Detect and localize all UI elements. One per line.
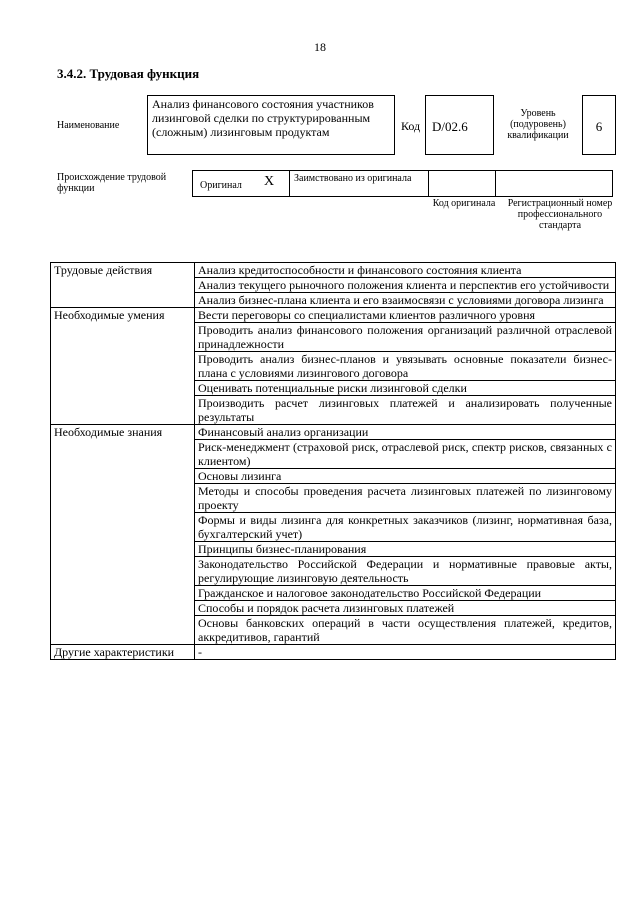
borrowed-cell: [289, 170, 429, 197]
section-heading: 3.4.2. Трудовая функция: [57, 66, 200, 81]
qualification-level-label: Уровень (подуровень) квалификации: [507, 108, 569, 141]
category-cell: Другие характеристики: [51, 645, 195, 660]
item-cell: Принципы бизнес-планирования: [195, 542, 616, 557]
original-cell: [192, 170, 290, 197]
item-cell: Анализ текущего рыночного положения клиента и перспектив его устойчивости: [195, 278, 616, 293]
origin-row: [192, 170, 616, 197]
item-cell: Анализ бизнес-плана клиента и его взаимосвязи с условиями договора лизинга: [195, 293, 616, 308]
page-number: 18: [314, 40, 326, 54]
labor-function-table: [50, 262, 616, 660]
item-cell: Финансовый анализ организации: [195, 425, 616, 440]
table-row: [51, 308, 616, 323]
item-cell: Вести переговоры со специалистами клиентов различного уровня: [195, 308, 616, 323]
item-cell: -: [195, 645, 616, 660]
item-cell: Гражданское и налоговое законодательство Российской Федерации: [195, 586, 616, 601]
item-cell: Риск-менеджмент (страховой риск, отраслевой риск, спектр рисков, связанных с клиентом): [195, 440, 616, 469]
name-label: Наименование: [57, 120, 120, 131]
item-cell: Формы и виды лизинга для конкретных заказчиков (лизинг, нормативная база, бухгалтерский учет): [195, 513, 616, 542]
borrowed-label: Заимствовано из оригинала: [294, 173, 412, 184]
reg-number-cell: [495, 170, 613, 197]
original-label: Оригинал: [200, 180, 242, 191]
category-cell: Трудовые действия: [51, 263, 195, 308]
category-cell: Необходимые знания: [51, 425, 195, 645]
item-cell: Основы банковских операций в части осуществления платежей, кредитов, аккредитивов, гарантий: [195, 616, 616, 645]
item-cell: Оценивать потенциальные риски лизинговой сделки: [195, 381, 616, 396]
code-box: D/02.6: [425, 95, 494, 155]
table-row: [51, 645, 616, 660]
code-label: Код: [401, 119, 421, 133]
item-cell: Основы лизинга: [195, 469, 616, 484]
category-cell: Необходимые умения: [51, 308, 195, 425]
table-row: [51, 263, 616, 278]
item-cell: Производить расчет лизинговых платежей и анализировать полученные результаты: [195, 396, 616, 425]
item-cell: Методы и способы проведения расчета лизинговых платежей по лизинговому проекту: [195, 484, 616, 513]
original-mark: X: [264, 174, 275, 189]
origin-label: Происхождение трудовой функции: [57, 172, 167, 194]
function-name-box: Анализ финансового состояния участников лизинговой сделки по структурированным (сложным) лизинговым продуктам: [147, 95, 395, 155]
reg-number-caption: Регистрационный номер профессионального стандарта: [507, 198, 613, 231]
original-code-cell: [428, 170, 496, 197]
item-cell: Способы и порядок расчета лизинговых платежей: [195, 601, 616, 616]
qualification-level-box: 6: [582, 95, 616, 155]
item-cell: Законодательство Российской Федерации и нормативные правовые акты, регулирующие лизинговую деятельность: [195, 557, 616, 586]
item-cell: Проводить анализ бизнес-планов и увязывать основные показатели бизнес-плана с условиями лизингового договора: [195, 352, 616, 381]
table-row: [51, 425, 616, 440]
item-cell: Анализ кредитоспособности и финансового состояния клиента: [195, 263, 616, 278]
item-cell: Проводить анализ финансового положения организаций различной отраслевой принадлежности: [195, 323, 616, 352]
original-code-caption: Код оригинала: [432, 198, 496, 209]
